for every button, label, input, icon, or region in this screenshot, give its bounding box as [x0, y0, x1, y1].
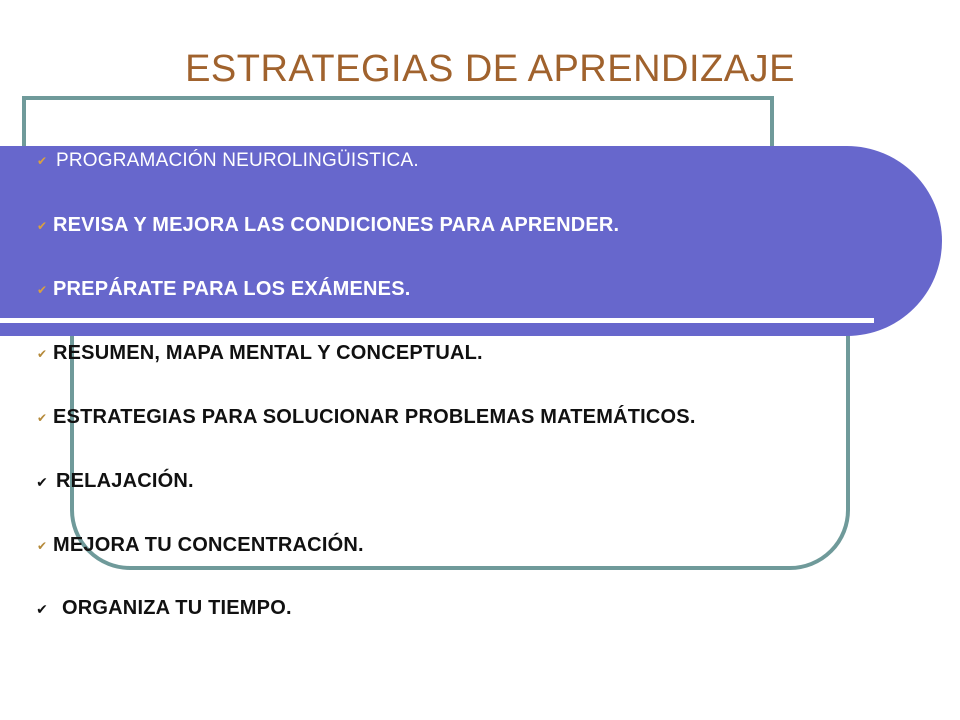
checkmark-icon: ✔ — [36, 218, 48, 233]
list-item-label: PROGRAMACIÓN NEUROLINGÜISTICA. — [56, 150, 419, 171]
checkmark-icon: ✔ — [36, 538, 48, 553]
list-item — [34, 470, 194, 493]
checkmark-icon: ✔ — [36, 600, 48, 617]
list-item-label: MEJORA TU CONCENTRACIÓN. — [53, 534, 364, 556]
list-item-label: PREPÁRATE PARA LOS EXÁMENES. — [53, 278, 411, 300]
checkmark-icon: ✔ — [36, 473, 48, 490]
list-item — [34, 406, 696, 429]
decorative-band — [0, 146, 942, 336]
list-item-label: REVISA Y MEJORA LAS CONDICIONES PARA APRENDER. — [53, 214, 620, 236]
checkmark-icon: ✔ — [36, 154, 48, 168]
list-item-label: RELAJACIÓN. — [56, 470, 194, 492]
list-item — [34, 214, 619, 237]
band-divider-line — [0, 318, 874, 323]
checkmark-icon: ✔ — [36, 410, 48, 425]
checkmark-icon: ✔ — [36, 346, 48, 361]
list-item-label: ESTRATEGIAS PARA SOLUCIONAR PROBLEMAS MATEMÁTICOS. — [53, 406, 696, 428]
slide-title: ESTRATEGIAS DE APRENDIZAJE — [185, 48, 795, 90]
list-item — [34, 278, 411, 301]
list-item — [34, 342, 483, 365]
checkmark-icon: ✔ — [36, 282, 48, 297]
band-cover — [70, 323, 74, 336]
list-item — [34, 534, 364, 557]
list-item — [34, 597, 292, 620]
list-item-label: ORGANIZA TU TIEMPO. — [62, 597, 292, 619]
list-item — [34, 150, 419, 172]
list-item-label: RESUMEN, MAPA MENTAL Y CONCEPTUAL. — [53, 342, 483, 364]
